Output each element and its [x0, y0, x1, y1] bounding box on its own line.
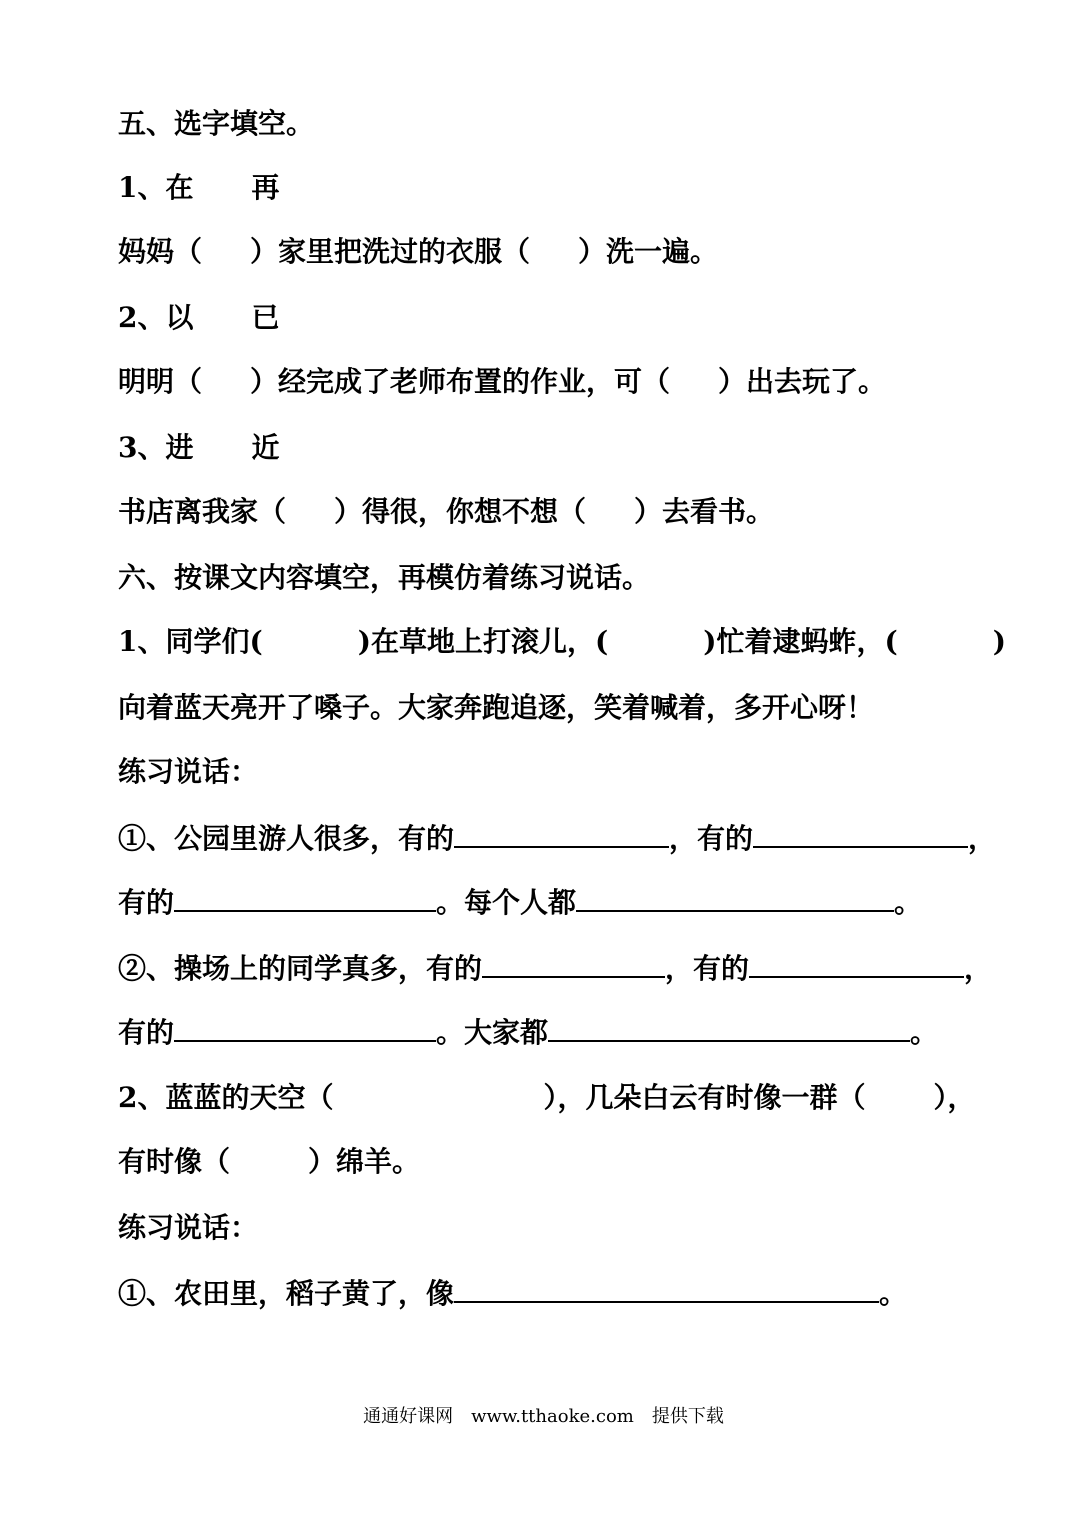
practice-label-2: 练习说话： — [118, 1211, 259, 1244]
answer-line[interactable] — [454, 818, 669, 848]
answer-line[interactable] — [174, 882, 436, 912]
answer-line[interactable] — [548, 1012, 910, 1042]
practice3-line1: ①、农田里，稻子黄了，像 。 — [118, 1273, 907, 1314]
answer-line[interactable] — [749, 948, 964, 978]
answer-line[interactable] — [174, 1012, 436, 1042]
practice1-line2: 有的 。每个人都 。 — [118, 882, 922, 923]
answer-line[interactable] — [576, 882, 894, 912]
s6-q2-line2: 有时像（ ）绵羊。 — [118, 1145, 421, 1178]
s6-q2-line1: 2、蓝蓝的天空（ ），几朵白云有时像一群（ ）， — [118, 1081, 976, 1114]
answer-line[interactable] — [753, 818, 968, 848]
section6-heading: 六、按课文内容填空，再模仿着练习说话。 — [118, 561, 651, 594]
practice2-line1: ②、操场上的同学真多，有的 ，有的 ， — [118, 948, 992, 989]
q2-options: 2、以 已 — [118, 301, 280, 334]
answer-line[interactable] — [482, 948, 665, 978]
s6-q1-line2: 向着蓝天亮开了嗓子。大家奔跑追逐，笑着喊着，多开心呀！ — [118, 691, 875, 724]
q2-sentence: 明明（ ）经完成了老师布置的作业，可（ ）出去玩了。 — [118, 365, 887, 398]
practice1-line1: ①、公园里游人很多，有的 ，有的 ， — [118, 818, 996, 859]
page-footer: 通通好课网 www.tthaoke.com 提供下载 — [363, 1406, 724, 1427]
s6-q1-line1: 1、同学们( )在草地上打滚儿，( )忙着逮蚂蚱，( ) — [118, 625, 1006, 658]
q1-options: 1、在 再 — [118, 171, 280, 204]
q3-options: 3、进 近 — [118, 431, 280, 464]
practice2-line2: 有的 。大家都 。 — [118, 1012, 938, 1053]
practice-label: 练习说话： — [118, 755, 259, 788]
q1-sentence: 妈妈（ ）家里把洗过的衣服（ ）洗一遍。 — [118, 235, 719, 268]
q3-sentence: 书店离我家（ ）得很，你想不想（ ）去看书。 — [118, 495, 775, 528]
answer-line[interactable] — [454, 1273, 879, 1303]
section5-heading: 五、选字填空。 — [118, 107, 315, 140]
